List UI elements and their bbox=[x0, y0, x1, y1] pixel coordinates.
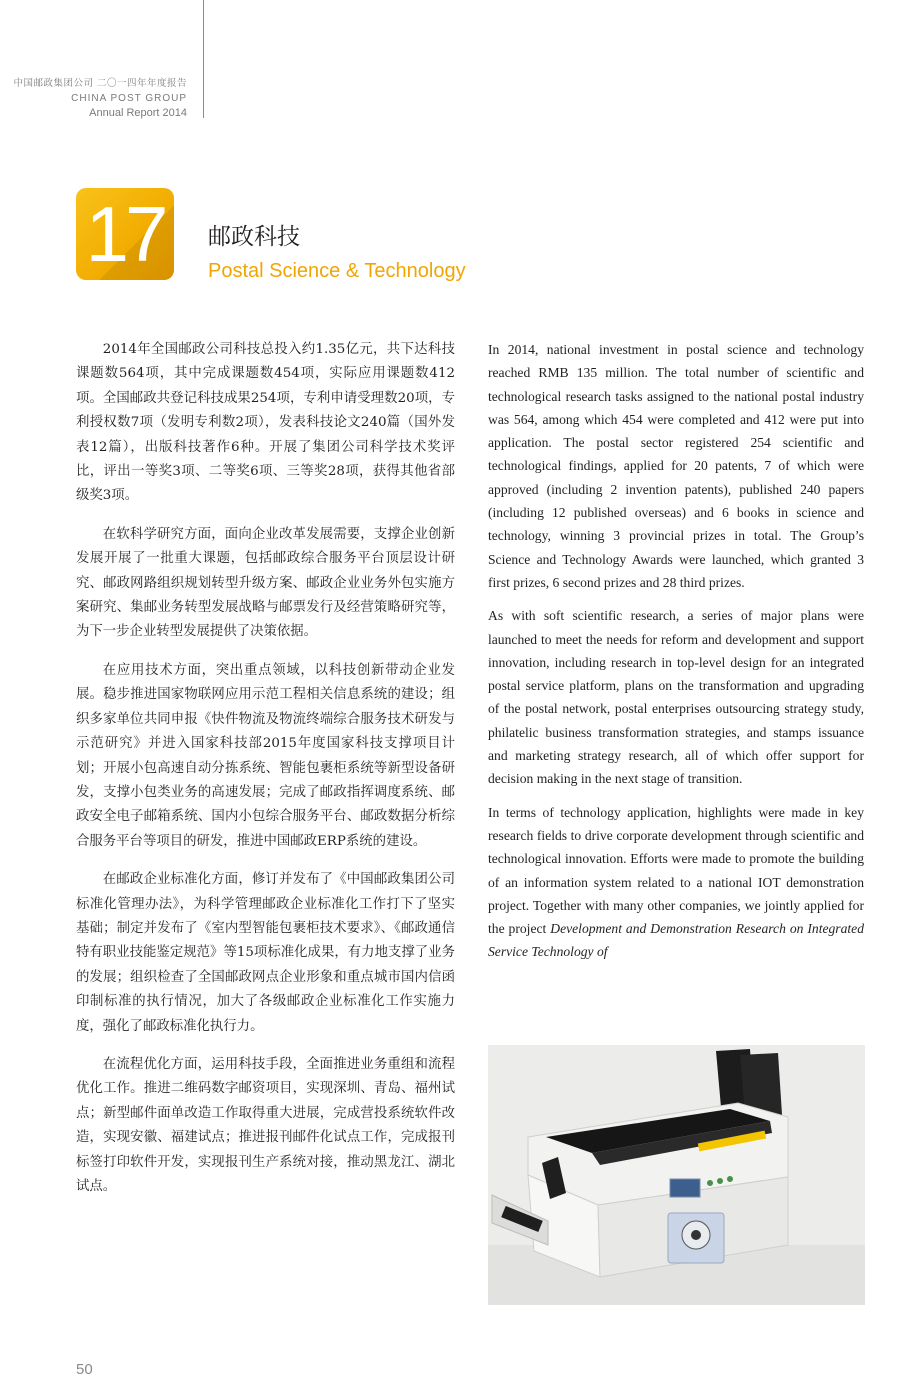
header-report: Annual Report 2014 bbox=[89, 107, 187, 119]
paragraph-en-3-text: In terms of technology application, highlights were made in key research fields to drive corporate development through scientific and technological innovation. Efforts were made to promote the building of an information system related to a national IOT demonstration project. Together with many other companies, we jointly applied for the project bbox=[488, 804, 864, 937]
chapter-title-en: Postal Science & Technology bbox=[208, 260, 466, 282]
body-column-cn bbox=[76, 338, 455, 1213]
paragraph-en-2: As with soft scientific research, a series of major plans were launched to meet the needs for reform and development and support innovation, including research in top-level design for an integrated postal service platform, plans on the transformation and upgrading of the postal network, postal enterprises outsourcing strategy study, philatelic business transformation strategies, and stamps issuance and marketing strategy research, all of which offer support for decision making in the next stage of transition. bbox=[488, 608, 864, 787]
paragraph-en-3 bbox=[488, 801, 864, 964]
paragraph-cn-3: 在应用技术方面，突出重点领域，以科技创新带动企业发展。稳步推进国家物联网应用示范工程相关信息系统的建设；组织多家单位共同申报《快件物流及物流终端综合服务技术研发与示范研究》并进入国家科技部2015年度国家科技支撑项目计划；开展小包高速自动分拣系统、智能包裹柜系统等新型设备研发，支撑小包类业务的高速发展；完成了邮政指挥调度系统、邮政安全电子邮箱系统、国内小包综合服务平台、邮政数据分析综合服务平台等项目的研发，推进中国邮政ERP系统的建设。 bbox=[76, 662, 455, 849]
project-title-italic: Development and Demonstration Research on Integrated Service Technology of bbox=[488, 921, 864, 960]
paragraph-cn-4: 在邮政企业标准化方面，修订并发布了《中国邮政集团公司标准化管理办法》，为科学管理邮政企业标准化工作打下了坚实基础；制定并发布了《室内型智能包裹柜技术要求》、《邮政通信特有职业技能鉴定规范》等15项标准化成果，有力地支撑了业务的发展；组织检查了全国邮政网点企业形象和重点城市国内信函印制标准的执行情况，加大了各级邮政企业标准化工作实施力度，强化了邮政标准化执行力。 bbox=[76, 872, 455, 1034]
header-divider-line bbox=[203, 0, 204, 118]
paragraph-cn-1: 2014年全国邮政公司科技总投入约1.35亿元，共下达科技课题数564项，其中完成课题数454项，实际应用课题数412项。全国邮政共登记科技成果254项，专利申请受理数20项，专利授权数7项（发明专利数2项），发表科技论文240篇（国外发表12篇），出版科技著作6种。开展了集团公司科学技术奖评比，评出一等奖3项、二等奖6项、三等奖28项，获得其他省部级奖3项。 bbox=[76, 342, 455, 504]
chapter-number-badge bbox=[76, 188, 174, 280]
chapter-title-cn: 邮政科技 bbox=[208, 224, 300, 250]
body-column-en bbox=[488, 338, 864, 974]
header-company: CHINA POST GROUP bbox=[71, 93, 187, 104]
chapter-number: 17 bbox=[85, 190, 165, 278]
page-number: 50 bbox=[76, 1361, 93, 1378]
paragraph-cn-5: 在流程优化方面，运用科技手段，全面推进业务重组和流程优化工作。推进二维码数字邮资项目，实现深圳、青岛、福州试点；新型邮件面单改造工作取得重大进展，完成营投系统软件改造，实现安徽、福建试点；推进报刊邮件化试点工作，完成报刊标签打印软件开发，实现报刊生产系统对接，推动黑龙江、湖北试点。 bbox=[76, 1056, 455, 1194]
running-header bbox=[13, 76, 187, 121]
printer-illustration bbox=[488, 1045, 865, 1305]
header-cn: 中国邮政集团公司 二〇一四年年度报告 bbox=[13, 78, 187, 89]
mail-printing-machine-photo bbox=[488, 1045, 865, 1305]
paragraph-en-1: In 2014, national investment in postal science and technology reached RMB 135 million. The total number of scientific and technological research tasks assigned to the national postal industry was 564, among which 454 were completed and 412 were put into application. The postal sector registered 254 scientific and technological findings, applied for 20 patents, 7 of which were approved (including 2 invention patents), published 240 papers (including 12 published overseas) and 6 books in science and technology, winning 3 provincial prizes in total. The Group’s Science and Technology Awards were launched, which granted 3 first prizes, 6 second prizes and 28 third prizes. bbox=[488, 342, 864, 590]
paragraph-cn-2: 在软科学研究方面，面向企业改革发展需要，支撑企业创新发展开展了一批重大课题，包括邮政综合服务平台顶层设计研究、邮政网路组织规划转型升级方案、邮政企业业务外包实施方案研究、集邮业务转型发展战略与邮票发行及经营策略研究等，为下一步企业转型发展提供了决策依据。 bbox=[76, 526, 455, 640]
